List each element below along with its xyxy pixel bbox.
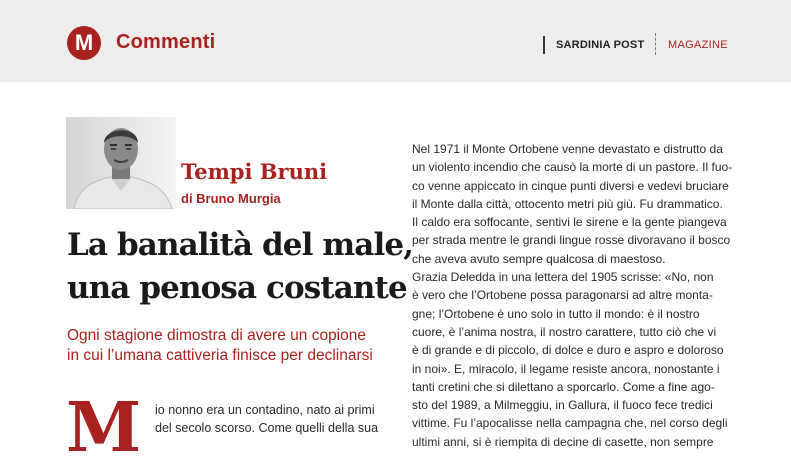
subheadline-line: in cui l’umana cattiveria finisce per declinarsi (67, 347, 373, 364)
text-line: sto del 1989, a Milmeggiu, in Gallura, il fuoco fece tredici (412, 398, 713, 413)
text-line: cuore, è l’anima nostra, il nostro carattere, tutto ciò che vi (412, 324, 717, 339)
header-dotted-divider (655, 33, 656, 55)
text-line: Il caldo era soffocante, sentivi le sirene e la gente piangeva (412, 215, 727, 230)
lead-paragraph (155, 401, 385, 437)
header-divider (543, 36, 545, 54)
text-line: Grazia Deledda in una lettera del 1905 scrisse: «No, non (412, 270, 714, 285)
drop-cap: M (66, 388, 142, 468)
text-line: io nonno era un contadino, nato ai primi (155, 403, 375, 417)
text-line: è vero che l’Ortobene possa paragonarsi ad altre monta- (412, 288, 713, 303)
subheadline-line: Ogni stagione dimostra di avere un copione (67, 327, 366, 344)
text-line: ultimi anni, si è riempita di decine di casette, non sempre (412, 434, 714, 449)
text-line: co venne appiccato in cinque punti diversi e vedevi bruciare (412, 178, 729, 193)
text-line: un violento incendio che causò la morte di un pastore. Il fuo- (412, 160, 733, 175)
text-line: tanti cretini che si dilettano a sporcarlo. Come a fine ago- (412, 379, 715, 394)
brand-name[interactable]: SARDINIA POST (556, 39, 645, 51)
text-line: in noi». E, miracolo, il legame resiste ancora, nonostante i (412, 361, 720, 376)
text-line: è di grande e di piccolo, di dolce e duro e aspro e doloroso (412, 343, 724, 358)
magazine-label[interactable]: MAGAZINE (668, 39, 728, 51)
text-line: Nel 1971 il Monte Ortobene venne devastato e distrutto da (412, 142, 723, 156)
section-title: Commenti (116, 31, 216, 53)
body-text-column (412, 140, 732, 451)
text-line: per strada mentre le grandi lingue rosse divoravano il bosco (412, 233, 731, 248)
headline (67, 224, 414, 310)
byline: di Bruno Murgia (181, 191, 281, 206)
magazine-logo[interactable]: M (67, 26, 101, 60)
text-line: gne; l’Ortobene è uno solo in tutto il mondo: è il nostro (412, 306, 700, 321)
text-line: che aveva avuto sempre qualcosa di maestoso. (412, 251, 666, 266)
headline-line: una penosa costante (67, 270, 407, 306)
text-line: del secolo scorso. Come quelli della sua (155, 421, 379, 435)
column-name: Tempi Bruni (181, 159, 328, 184)
text-line: il Monte dalla città, ottocento metri più giù. Fu drammatico. (412, 196, 723, 211)
subheadline (67, 326, 397, 366)
text-line: vittime. Fu l’apocalisse nella campagna che, nel corso degli (412, 416, 728, 431)
headline-line: La banalità del male, (67, 227, 414, 263)
page-header (0, 0, 791, 82)
author-photo (66, 117, 176, 209)
